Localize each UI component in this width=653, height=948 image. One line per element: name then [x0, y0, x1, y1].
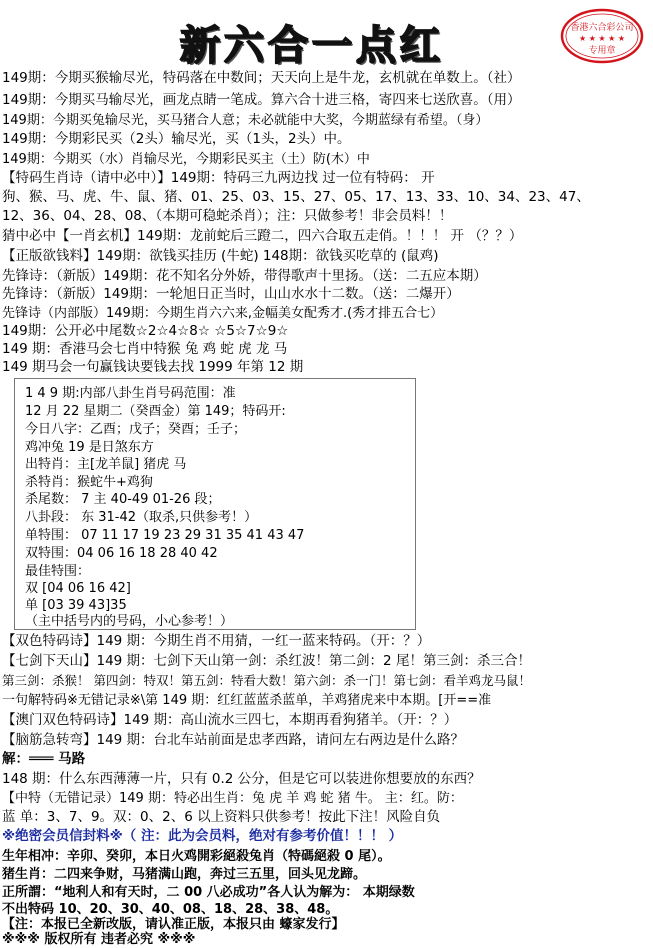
text-line: 【双色特码诗】149 期：今期生肖不用猜，一红一蓝来特码。（开：？） [2, 633, 431, 649]
box-line: 鸡冲兔 19 是日煞东方 [25, 440, 154, 455]
header [0, 4, 653, 69]
text-line: 正所謂：“地利人和有天时，二 00 八必成功”各人认为解为： 本期绿数 [2, 885, 415, 900]
text-line: 149期：公开必中尾数☆2☆4☆8☆ ☆5☆7☆9☆ [2, 323, 289, 339]
box-line: 今日八字：乙酉；戊子；癸酉；壬子； [25, 422, 247, 437]
seal-stamp [560, 8, 644, 64]
text-line: 【七剑下天山】149 期：七剑下天山第一剑：杀红波！第二剑：2 尾！第三剑：杀三合！ [2, 653, 531, 669]
text-line: 149 期马会一句赢钱诀要钱去找 1999 年第 12 期 [2, 359, 304, 375]
seal-bottom-text: 专用章 [588, 46, 616, 56]
text-line: 【中特（无错记录）149 期：特必出生肖：兔 虎 羊 鸡 蛇 猪 牛。 主：红。防： [2, 791, 463, 806]
text-line: 【特码生肖诗（请中必中）】149期：特码三九两边找 过一位有特码： 开 [2, 170, 435, 186]
box-line: 单 [03 39 43]35 [25, 598, 127, 613]
text-line: 【正版欲钱料】149期：欲钱买挂历 (牛蛇) 148期：欲钱买吃草的 (鼠鸡) [2, 248, 439, 264]
text-line: 148 期：什么东西薄薄一片，只有 0.2 公分，但是它可以装进你想要放的东西？ [2, 771, 481, 787]
box-line: 双 [04 06 16 42] [25, 581, 131, 596]
box-line: 八卦段： 东 31-42（取杀,只供参考！） [25, 510, 258, 525]
text-line: 【澳门双色特码诗】149 期：高山流水三四七，本期再看狗猪羊。（开：？） [2, 712, 458, 728]
text-line: 149期：今期买兔输尽光，买马猪合人意；未必就能中大奖，今期蓝绿有希望。（身） [2, 113, 489, 128]
box-line: 单特围： 07 11 17 19 23 29 31 35 41 43 47 [25, 528, 305, 543]
text-line: 149 期：香港马会七肖中特猴 兔 鸡 蛇 虎 龙 马 [2, 341, 288, 357]
text-line: 一句解特码※无错记录※\第 149 期：红红蓝蓝杀蓝单，羊鸡猪虎来中本期。[开==准 [2, 693, 492, 708]
box-line: 杀尾数： 7 主 40-49 01-26 段； [25, 492, 221, 507]
text-line: 不出特码 10、20、30、40、08、18、28、38、48。 [2, 902, 339, 917]
text-line: 149期：今期买（水）肖输尽光，今期彩民买主（土）防(木）中 [2, 152, 370, 167]
text-line: 第三剑：杀猴！ 第四剑：特双！第五剑：特看大数！第六剑：杀一门！第七剑：看羊鸡龙马鼠！ [2, 673, 531, 688]
text-line: 先锋诗：（新版）149期：花不知名分外娇，带得歌声十里扬。（送：二五应本期） [2, 268, 487, 284]
text-line: 149期：今期买猴输尽光，特码落在中数间；天天向上是牛龙，玄机就在单数上。（社） [2, 70, 521, 86]
copyright-line: ※※※ 版权所有 违者必究 ※※※ [2, 932, 196, 947]
box-line: 1 4 9 期:内部八卦生肖号码范围：准 [25, 386, 236, 401]
box-line: 最佳特围： [25, 564, 91, 579]
text-line: 生年相冲：辛卯、癸卯，本日火鸡開彩絕殺兔肖（特碼絕殺 0 尾）。 [2, 849, 391, 864]
text-line: 先锋诗：（新版）149期：一轮旭日正当时，山山水水十二数。（送：二爆开） [2, 286, 460, 302]
box-line: 杀特肖：猴蛇牛+鸡狗 [25, 475, 153, 490]
svg-text:★ ★ ★ ★ ★: ★ ★ ★ ★ ★ [578, 34, 626, 43]
text-line: 【脑筋急转弯】149 期：台北车站前面是忠孝西路，请问左右两边是什么路？ [2, 732, 465, 748]
text-line: 猪生肖：二四来争财，马猪满山跑，奔过三五里，回头见龙蹄。 [2, 867, 367, 882]
text-line: 解：═══ 马路 [2, 751, 86, 767]
box-line: 出特肖：主[龙羊鼠] 猪虎 马 [25, 457, 187, 472]
seal-top-text: 香港六合彩公司 [570, 23, 634, 33]
box-line: 12 月 22 星期二（癸酉金）第 149；特码开: [25, 404, 286, 419]
notice-line: ※绝密会员信封料※（ 注：此为会员料，绝对有参考价值！！！ ） [2, 828, 403, 844]
text-line: 149期：今期买马输尽光，画龙点睛一笔成。算六合十进三格，寄四来七送欣喜。（用） [2, 92, 521, 108]
text-line: 149期：今期彩民买（2头）输尽光，买（1头，2头）中。 [2, 131, 351, 147]
bagua-box [14, 378, 416, 630]
box-line: 双特围：04 06 16 18 28 40 42 [25, 546, 218, 561]
text-line: 狗、猴、马、虎、牛、鼠、猪、01、25、03、15、27、05、17、13、33、10、34、23、47、 [2, 189, 590, 205]
text-line: 先锋诗（内部版）149期：今期生肖六六来,金幅美女配秀才.(秀才排五合七） [2, 306, 444, 321]
text-line: 蓝 单：3、7、9。双：0、2、6 以上资料只供参考！按此下注！风险自负 [2, 809, 441, 825]
page-title: 新六合一点红 [180, 23, 444, 69]
text-line: 【注：本报已全新改版，请认准正版，本报只由 蠔家发行】 [2, 917, 345, 932]
text-line: 12、36、04、28、08、（本期可稳蛇杀肖）；注：只做参考！非会员料！！ [2, 208, 453, 224]
text-line: 猜中必中【一肖玄机】149期：龙前蛇后三蹬二，四六合取五走俏。！！！ 开 （？？） [2, 228, 523, 244]
box-line: （主中括号内的号码，小心参考！） [25, 614, 234, 629]
